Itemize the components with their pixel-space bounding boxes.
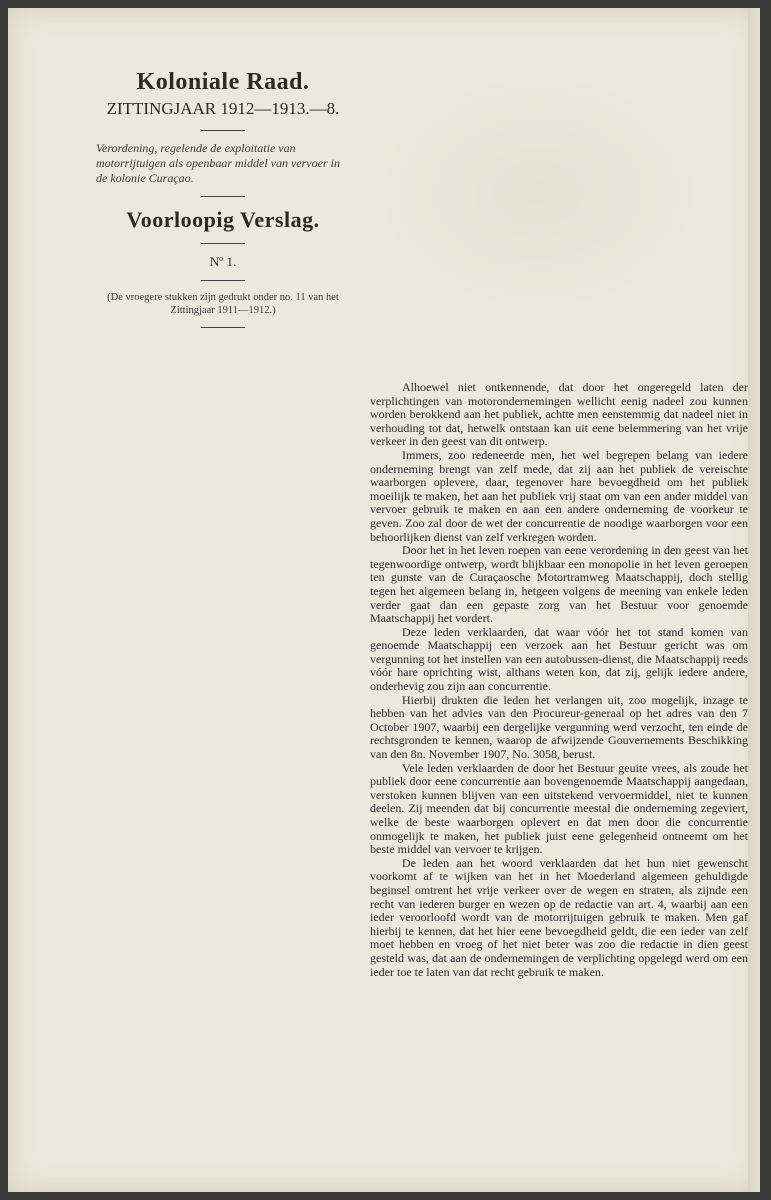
document-header (88, 68, 358, 338)
session-year: ZITTINGJAAR 1912—1913.—8. (106, 99, 340, 118)
divider-rule (201, 196, 245, 197)
report-body (370, 381, 748, 979)
divider-rule (201, 327, 245, 328)
document-type: Voorloopig Verslag. (126, 207, 320, 232)
previous-documents-note: (De vroegere stukken zijn gedrukt onder no. 11 van het Zittingjaar 1911—1912.) (107, 292, 339, 316)
divider-rule (201, 130, 245, 131)
document-page (8, 8, 760, 1192)
show-through-area (368, 68, 708, 318)
paragraph: Alhoewel niet ontkennende, dat door het ongeregeld laten der verplichtingen van motorondernemingen wellicht eenig nadeel zou kunnen worden berokkend aan het publiek, achtte men eenstemmig dat nadeel niet in verhouding tot dat, hetwelk ontstaan kan uit eene belemmering van het vrije verkeer in den geest van dit ontwerp. (370, 380, 748, 449)
paragraph: De leden aan het woord verklaarden dat het hun niet gewenscht voorkomt af te wijken van het in het Moederland algemeen gehuldigde beginsel omtrent het vrije verkeer over de wegen en straten, als zijnde een recht van iederen burger en wezen op de redactie van art. 4, waarbij aan een ieder veroorloofd wordt van de motorrijtuigen gebruik te maken. Men gaf hierbij te kennen, dat het hier eene bevoegdheid geldt, die een ieder van zelf moet hebben en vroeg of het niet beter was zoo die redactie in dien geest gesteld was, dat aan de ondernemingen de verplichting opgelegd werd om een ieder toe te laten van dat recht gebruik te maken. (370, 855, 748, 979)
paragraph: Door het in het leven roepen van eene verordening in den geest van het tegenwoordige ontwerp, wordt blijkbaar een monopolie in het leven geroepen ten gunste van de Curaçaosche Motortramweg Maatschappij, doch stellig tegen het algemeen belang in, hetgeen volgens de meening van enkele leden verder gaat dan een gepaste zorg van het Bestuur voor genoemde Maatschappij het vordert. (370, 543, 748, 626)
document-number: Nº 1. (209, 254, 237, 269)
page-edge (748, 8, 760, 1192)
paragraph: Deze leden verklaarden, dat waar vóór het tot stand komen van genoemde Maatschappij een verzoek aan het Bestuur gericht was om vergunning tot het instellen van een autobussen-dienst, die Maatschappij reeds vóór hare oprichting wist, althans weten kon, dat zij, gelijk iedere andere, onderhevig zou zijn aan concurrentie. (370, 624, 748, 694)
divider-rule (201, 280, 245, 281)
paragraph: Hierbij drukten die leden het verlangen uit, zoo mogelijk, inzage te hebben van het advies van den Procureur-generaal op het adres van den 7 October 1907, waarbij een dergelijke vergunning werd verzocht, ten einde de rechtsgronden te kennen, waarop de afwijzende Gouvernements Beschikking van den 8n. November 1907, No. 3058, berust. (370, 692, 748, 762)
council-title: Koloniale Raad. (136, 69, 310, 95)
divider-rule (201, 243, 245, 244)
document-subject: Verordening, regelende de exploitatie van motorrijtuigen als openbaar middel van vervoer in de kolonie Curaçao. (96, 141, 340, 185)
paragraph: Vele leden verklaarden de door het Bestuur geuite vrees, als zoude het publiek door eene concurrentie aan bovengenoemde Maatschappij aangedaan, verstoken kunnen blijven van een uitstekend vervoermiddel, niet te kunnen deelen. Zij meenden dat bij concurrentie meestal die onderneming zegeviert, welke de beste waarborgen oplevert en dat men door die concurrentie onmogelijk te maken, het publiek juist eene gelegenheid ontneemt om het beste middel van vervoer te krijgen. (370, 760, 748, 857)
paragraph: Immers, zoo redeneerde men, het wel begrepen belang van iedere onderneming brengt van zelf mede, dat zij aan het publiek de vereischte waarborgen oplevere, daar, tegenover hare bevoegdheid om het publiek moeilijk te maken, het aan het publiek vrij staat om van een ander middel van vervoer gebruik te maken en aan een andere onderneming de voorkeur te geven. Zoo zal door de wet der concurrentie de noodige waarborgen voor een behoorlijken dienst van zelf verkregen worden. (370, 447, 748, 544)
